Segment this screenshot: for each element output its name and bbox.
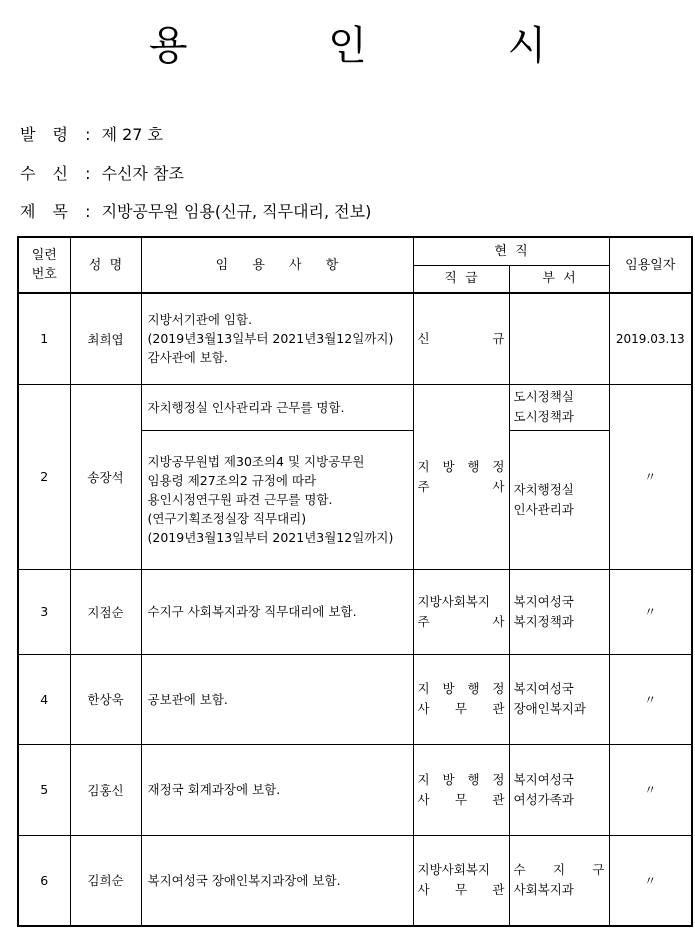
header-date: 임용일자 xyxy=(609,237,692,293)
row-rank: 지방사회복지 사 무 관 xyxy=(413,835,509,926)
row-dept: 복지여성국 장애인복지과 xyxy=(509,654,609,744)
row-dept: 복지여성국 여성가족과 xyxy=(509,744,609,835)
header-current: 현 직 xyxy=(413,237,609,265)
header-matter: 임 용 사 항 xyxy=(141,237,413,293)
table-row xyxy=(18,384,692,430)
row-number: 3 xyxy=(18,569,70,654)
row-number: 2 xyxy=(18,384,70,569)
recipient-value: 수신자 참조 xyxy=(101,164,184,183)
row-dept: 도시정책실 도시정책과 xyxy=(509,384,609,430)
recipient-line xyxy=(20,161,184,184)
row-name: 한상욱 xyxy=(70,654,141,744)
row-duty: 재정국 회계과장에 보함. xyxy=(141,744,413,835)
order-line xyxy=(20,122,163,145)
row-rank: 신 규 xyxy=(413,293,509,384)
row-duty: 복지여성국 장애인복지과장에 보함. xyxy=(141,835,413,926)
subject-label: 제 목 : xyxy=(20,202,97,221)
table-row xyxy=(18,835,692,926)
row-rank: 지 방 행 정 사 무 관 xyxy=(413,744,509,835)
row-duty: 지방서기관에 임함. (2019년3월13일부터 2021년3월12일까지) 감사관에 보함. xyxy=(141,293,413,384)
row-name: 지점순 xyxy=(70,569,141,654)
row-dept: 수 지 구 사회복지과 xyxy=(509,835,609,926)
page-title: 용 인 시 xyxy=(148,23,611,69)
row-number: 5 xyxy=(18,744,70,835)
row-date: 〃 xyxy=(609,654,692,744)
header-dept: 부 서 xyxy=(509,265,609,293)
row-date: 〃 xyxy=(609,744,692,835)
row-duty: 지방공무원법 제30조의4 및 지방공무원 임용령 제27조의2 규정에 따라 용인시정연구원 파견 근무를 명함. (연구기획조정실장 직무대리) (2019년3월13일부터 2021년3월12일까지) xyxy=(141,430,413,569)
row-duty: 수지구 사회복지과장 직무대리에 보함. xyxy=(141,569,413,654)
row-rank: 지 방 행 정 사 무 관 xyxy=(413,654,509,744)
row-rank: 지방사회복지 주 사 xyxy=(413,569,509,654)
table-row xyxy=(18,744,692,835)
row-name: 최희엽 xyxy=(70,293,141,384)
row-dept: 자치행정실 인사관리과 xyxy=(509,430,609,569)
appointment-table xyxy=(17,236,693,927)
row-dept: 복지여성국 복지정책과 xyxy=(509,569,609,654)
row-name: 김홍신 xyxy=(70,744,141,835)
row-number: 1 xyxy=(18,293,70,384)
row-duty: 자치행정실 인사관리과 근무를 명함. xyxy=(141,384,413,430)
order-value: 제 27 호 xyxy=(101,125,164,144)
row-date: 〃 xyxy=(609,384,692,569)
subject-value: 지방공무원 임용(신규, 직무대리, 전보) xyxy=(101,202,372,221)
row-duty: 공보관에 보함. xyxy=(141,654,413,744)
row-rank: 지 방 행 정 주 사 xyxy=(413,384,509,569)
subject-line xyxy=(20,199,371,222)
row-name: 김희순 xyxy=(70,835,141,926)
row-number: 6 xyxy=(18,835,70,926)
row-date: 〃 xyxy=(609,835,692,926)
recipient-label: 수 신 : xyxy=(20,164,97,183)
header-rank: 직 급 xyxy=(413,265,509,293)
row-date: 2019.03.13 xyxy=(609,293,692,384)
row-number: 4 xyxy=(18,654,70,744)
table-row xyxy=(18,654,692,744)
table-row xyxy=(18,569,692,654)
row-date: 〃 xyxy=(609,569,692,654)
row-name: 송장석 xyxy=(70,384,141,569)
header-serial: 일련 번호 xyxy=(18,237,70,293)
order-label: 발 령 : xyxy=(20,125,97,144)
header-name: 성 명 xyxy=(70,237,141,293)
table-row xyxy=(18,293,692,384)
row-dept xyxy=(509,293,609,384)
